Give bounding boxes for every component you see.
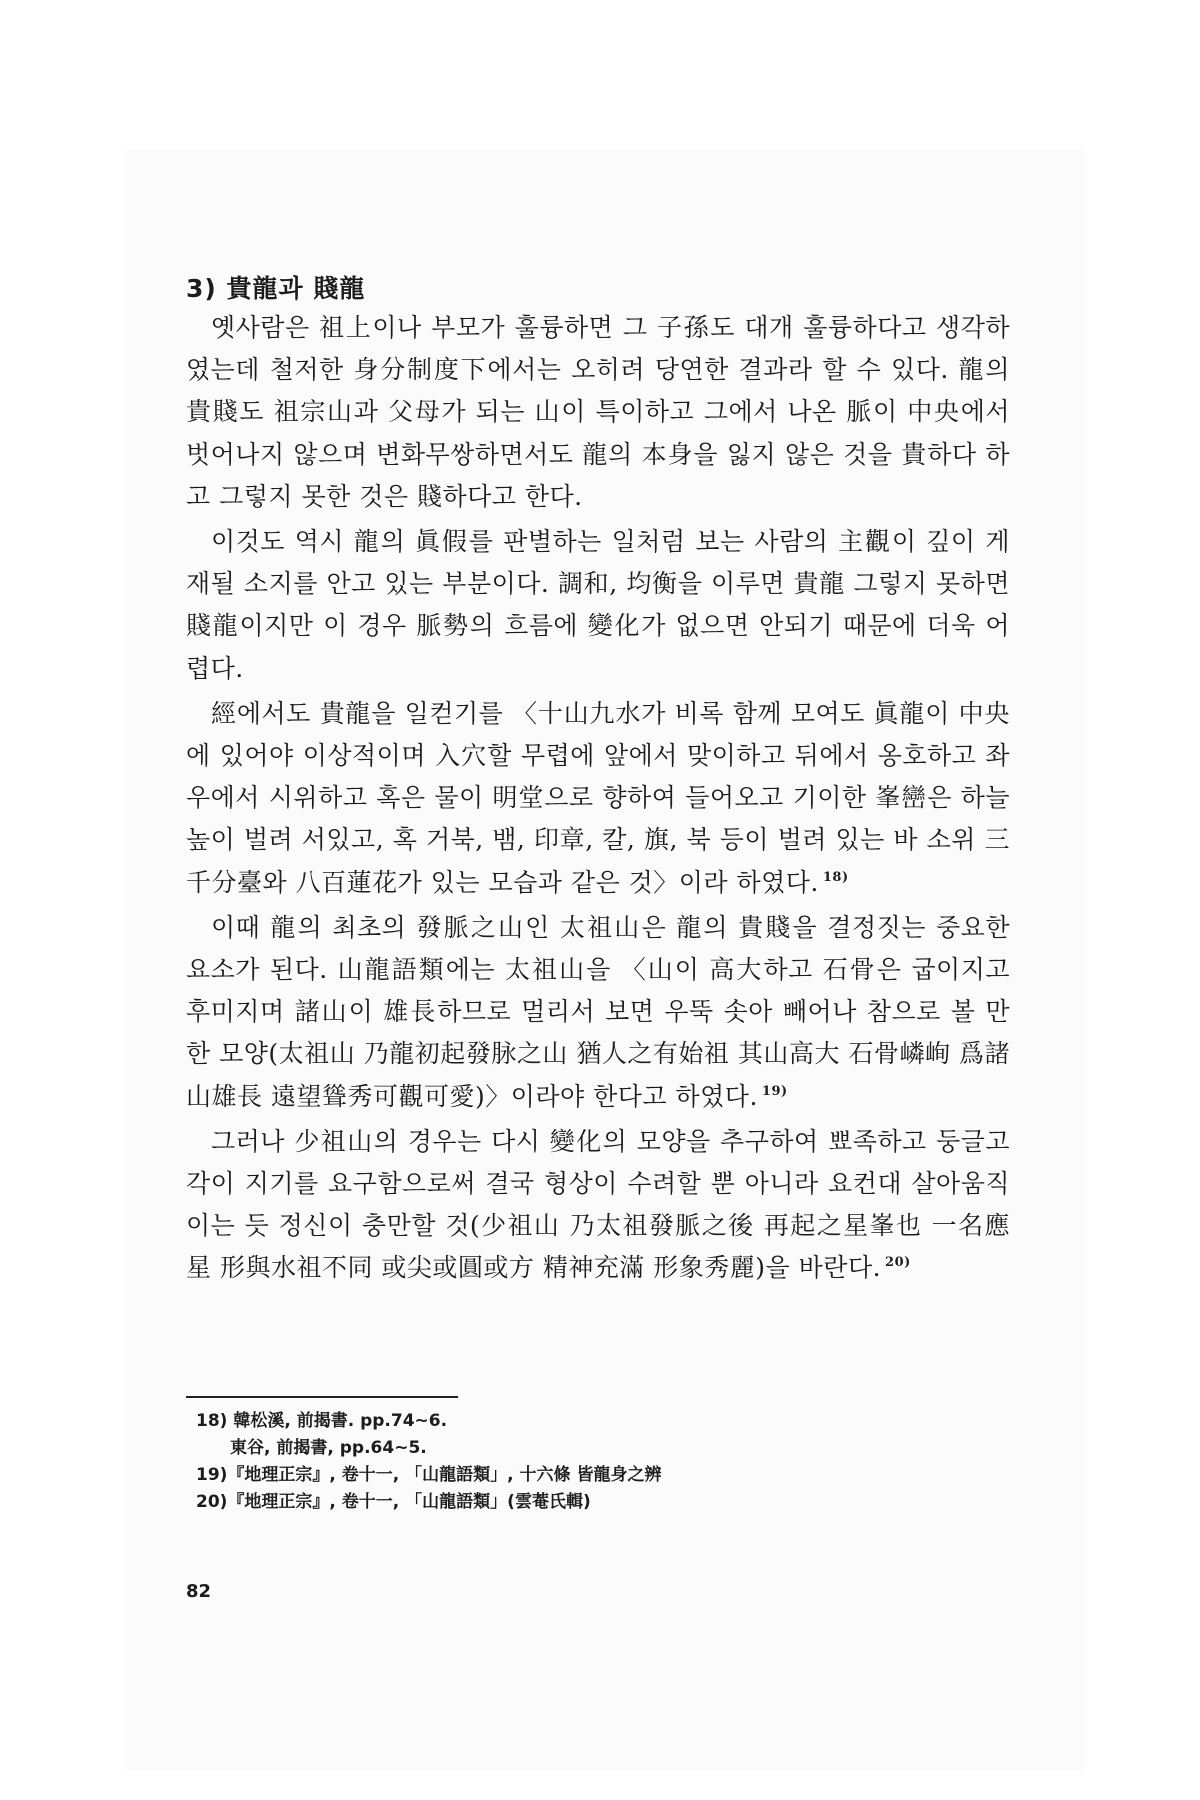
footnote-ref-19: 19) — [761, 1083, 788, 1099]
paragraph-5-text: 그러나 少祖山의 경우는 다시 變化의 모양을 추구하여 뾰족하고 둥글고 각이 지기를 요구함으로써 결국 형상이 수려할 뿐 아니라 요컨대 살아움직이는 듯 정신이 충만할 것(少祖山 乃太祖發脈之後 再起之星峯也 一名應星 形與水祖不同 或尖或圓或方 精神充滿 形象秀麗)을 바란다. — [186, 1126, 1010, 1283]
paragraph-3 — [186, 693, 1010, 904]
footnote-18-continuation: 東谷, 前揭書, pp.64~5. — [230, 1438, 427, 1458]
footnote-18: 18) 韓松溪, 前揭書. pp.74~6. — [196, 1411, 448, 1431]
page-number: 82 — [186, 1581, 212, 1602]
section-title: 3) 貴龍과 賤龍 — [186, 274, 366, 303]
paragraph-4-text: 이때 龍의 최초의 發脈之山인 太祖山은 龍의 貴賤을 결정짓는 중요한 요소가 된다. 山龍語類에는 太祖山을 〈山이 高大하고 石骨은 굽이지고 후미지며 諸山이 雄長하므로 멀리서 보면 우뚝 솟아 빼어나 참으로 볼 만한 모양(太祖山 乃龍初起發脉之山 猶人之有始祖 其山高大 石骨嶙峋 爲諸山雄長 遠望聳秀可觀可愛)〉이라야 한다고 하였다. — [186, 912, 1010, 1111]
footnote-ref-18: 18) — [822, 869, 849, 885]
paragraph-5 — [186, 1121, 1010, 1290]
footnotes — [196, 1408, 916, 1516]
footnote-separator — [186, 1396, 458, 1398]
paragraph-2-text: 이것도 역시 龍의 眞假를 판별하는 일처럼 보는 사람의 主觀이 깊이 게재될 소지를 안고 있는 부분이다. 調和, 均衡을 이루면 貴龍 그렇지 못하면 賤龍이지만 이 경우 脈勢의 흐름에 變化가 없으면 안되기 때문에 더욱 어렵다. — [186, 527, 1010, 683]
footnote-ref-20: 20) — [885, 1255, 911, 1271]
paragraph-4 — [186, 907, 1010, 1118]
footnote-19: 19)『地理正宗』, 卷十一, 「山龍語類」, 十六條 皆龍身之辨 — [196, 1465, 662, 1485]
footnote-20: 20)『地理正宗』, 卷十一, 「山龍語類」(雲菴氏輯) — [196, 1492, 591, 1512]
paragraph-1-text: 옛사람은 祖上이나 부모가 훌륭하면 그 子孫도 대개 훌륭하다고 생각하였는데 철저한 身分制度下에서는 오히려 당연한 결과라 할 수 있다. 龍의 貴賤도 祖宗山과 父母가 되는 山이 특이하고 그에서 나온 脈이 中央에서 벗어나지 않으며 변화무쌍하면서도 龍의 本身을 잃지 않은 것을 貴하다 하고 그렇지 못한 것은 賤하다고 한다. — [186, 313, 1010, 511]
paragraph-1 — [186, 307, 1010, 518]
paragraph-2 — [186, 521, 1010, 690]
paragraph-3-text: 經에서도 貴龍을 일컫기를 〈十山九水가 비록 함께 모여도 眞龍이 中央에 있어야 이상적이며 入穴할 무렵에 앞에서 맞이하고 뒤에서 옹호하고 좌우에서 시위하고 혹은 물이 明堂으로 향하여 들어오고 기이한 峯巒은 하늘 높이 벌려 서있고, 혹 거북, 뱀, 印章, 칼, 旗, 북 등이 벌려 있는 바 소위 三千分臺와 八百蓮花가 있는 모습과 같은 것〉이라 하였다. — [186, 698, 1010, 897]
main-text-block — [186, 270, 1010, 1290]
